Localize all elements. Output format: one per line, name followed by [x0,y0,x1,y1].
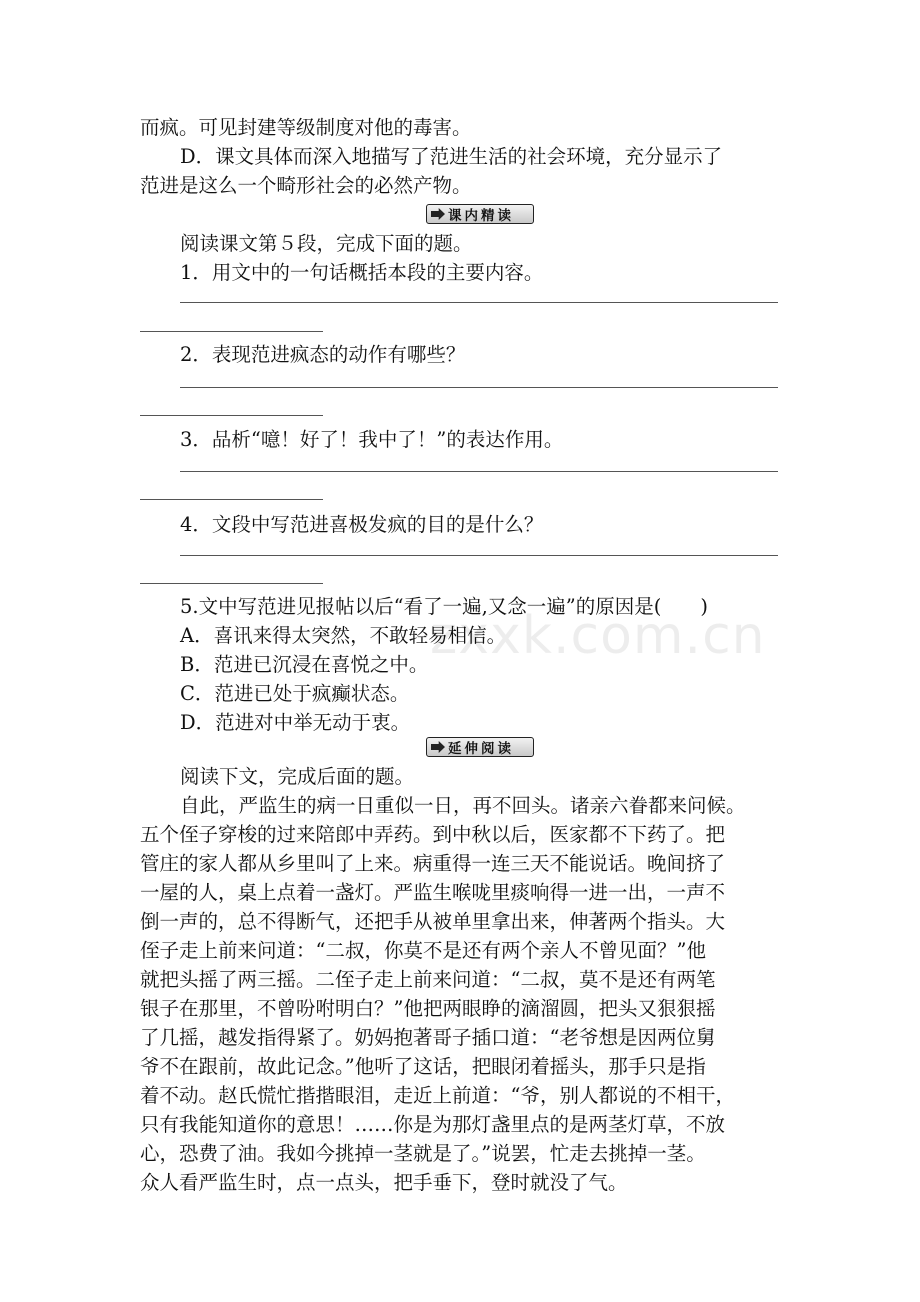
answer-line [140,499,323,500]
option-c: C．范进已处于疯癫状态。 [180,682,410,705]
answer-line [180,471,778,472]
answer-line [180,302,778,303]
answer-line [140,331,323,332]
intro-line: 而疯。可见封建等级制度对他的毒害。 [140,116,472,139]
arrow-right-icon [431,741,445,753]
passage-line: 倒一声的，总不得断气，还把手从被单里拿出来，伸著两个指头。大 [140,910,726,933]
passage-line: 管庄的家人都从乡里叫了上来。病重得一连三天不能说话。晚间挤了 [140,852,726,875]
section-banner-extended-reading [426,737,534,757]
passage-line: 只有我能知道你的意思！……你是为那灯盏里点的是两茎灯草，不放 [140,1113,726,1136]
option-a: A．喜讯来得太突然，不敢轻易相信。 [180,624,507,647]
question-1: 1．用文中的一句话概括本段的主要内容。 [180,261,544,284]
option-d-line: D．课文具体而深入地描写了范进生活的社会环境，充分显示了 [180,145,723,168]
passage-line: 侄子走上前来问道：“二叔，你莫不是还有两个亲人不曾见面？”他 [140,939,706,962]
passage-line: 爷不在跟前，故此记念。”他听了这话，把眼闭着摇头，那手只是指 [140,1055,706,1078]
answer-line [180,555,778,556]
passage-line: 心，恐费了油。我如今挑掉一茎就是了。”说罢，忙走去挑掉一茎。 [140,1142,706,1165]
option-d: D．范进对中举无动于衷。 [180,711,411,734]
passage-line: 一屋的人，桌上点着一盏灯。严监生喉咙里痰响得一进一出，一声不 [140,881,726,904]
watermark: zxxk.com.cn [430,606,766,666]
passage-line: 就把头摇了两三摇。二侄子走上前来问道：“二叔，莫不是还有两笔 [140,968,716,991]
section-instruction: 阅读课文第５段，完成下面的题。 [180,232,473,255]
question-3: 3．品析“噫！好了！我中了！”的表达作用。 [180,428,564,451]
passage-line: 五个侄子穿梭的过来陪郎中弄药。到中秋以后，医家都不下药了。把 [140,823,726,846]
passage-line: 着不动。赵氏慌忙揩揩眼泪，走近上前道：“爷，别人都说的不相干， [140,1084,735,1107]
option-d-continuation: 范进是这么一个畸形社会的必然产物。 [140,174,472,197]
passage-line: 自此，严监生的病一日重似一日，再不回头。诸亲六眷都来问候。 [180,794,746,817]
section-instruction: 阅读下文，完成后面的题。 [180,765,415,788]
section-banner-in-class-reading [426,204,534,224]
passage-line: 众人看严监生时，点一点头，把手垂下，登时就没了气。 [140,1171,628,1194]
question-2: 2．表现范进疯态的动作有哪些？ [180,343,466,366]
passage-line: 了几摇，越发指得紧了。奶妈抱著哥子插口道：“老爷想是因两位舅 [140,1026,716,1049]
answer-line [140,583,323,584]
banner-label: 延伸阅读 [448,741,514,757]
passage-line: 银子在那里，不曾吩咐明白？”他把两眼睁的滴溜圆，把头又狠狠摇 [140,997,716,1020]
arrow-right-icon [431,208,445,220]
answer-line [180,387,778,388]
question-5-stem: 5.文中写范进见报帖以后“看了一遍,又念一遍”的原因是( ) [180,595,708,618]
banner-label: 课内精读 [448,208,514,224]
option-b: B．范进已沉浸在喜悦之中。 [180,653,429,676]
question-4: 4．文段中写范进喜极发疯的目的是什么？ [180,513,544,536]
answer-line [140,415,323,416]
